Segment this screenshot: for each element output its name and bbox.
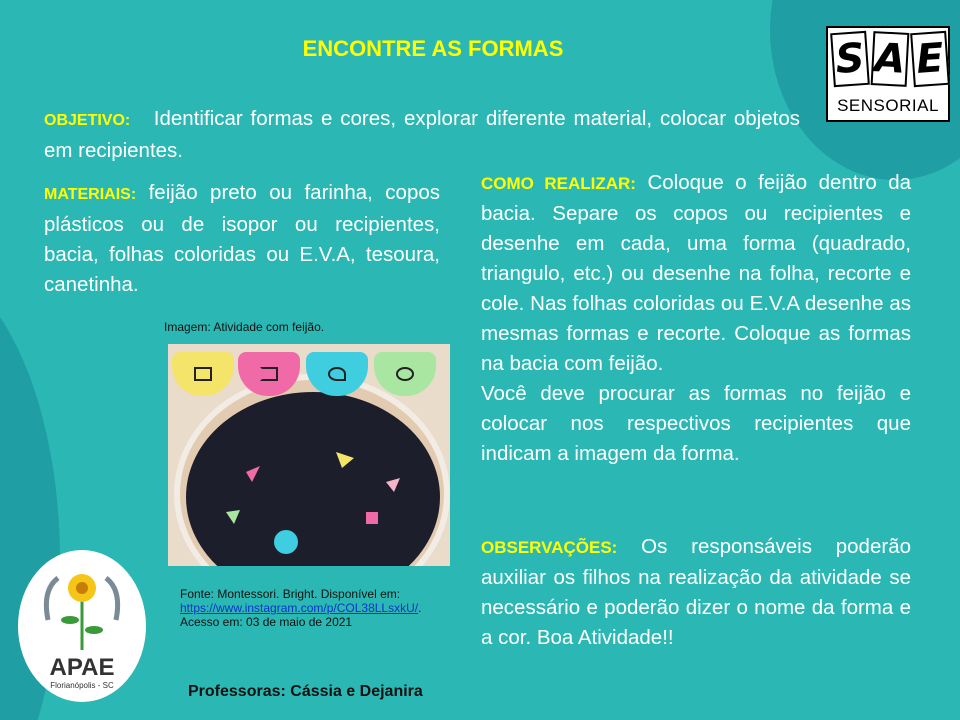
image-caption: Imagem: Atividade com feijão. bbox=[164, 320, 325, 334]
heart-shape bbox=[328, 367, 346, 381]
foam-shapes-graphic bbox=[186, 392, 440, 566]
pink-triangle-shape bbox=[246, 466, 260, 482]
sae-letter: S bbox=[830, 31, 870, 87]
page-title: ENCONTRE AS FORMAS bbox=[302, 36, 564, 61]
left-hand-shape bbox=[46, 578, 58, 620]
como-realizar-text: Coloque o feijão dentro da bacia. Separe os copos ou recipientes e desenhe em cada, uma forma (quadrado, triangulo, etc.) ou desenhe na folha, recorte e cole. Nas folhas coloridas ou E.V.A desenhe as mesmas formas e recorte. Coloque as formas na bacia com feijão. bbox=[481, 171, 911, 375]
black-beans-shape bbox=[186, 392, 440, 566]
materiais-paragraph bbox=[44, 178, 440, 300]
observacoes-paragraph bbox=[481, 532, 911, 653]
circle-shape bbox=[396, 367, 414, 381]
sae-letters bbox=[832, 32, 948, 86]
sae-letter: A bbox=[871, 31, 910, 87]
sae-letter: E bbox=[910, 31, 950, 87]
como-realizar-paragraph bbox=[481, 168, 911, 379]
activity-photo bbox=[168, 344, 450, 566]
yellow-triangle-shape bbox=[336, 452, 354, 468]
leaf-shape-2 bbox=[85, 626, 103, 634]
como-realizar-label: COMO REALIZAR: bbox=[481, 174, 636, 193]
right-hand-shape bbox=[106, 578, 118, 620]
sae-subtitle: SENSORIAL bbox=[837, 96, 939, 115]
objetivo-label: OBJETIVO: bbox=[44, 112, 131, 129]
apae-name: APAE bbox=[49, 654, 115, 681]
source-link[interactable]: https://www.instagram.com/p/COL38LLsxkU/ bbox=[180, 601, 419, 615]
pink-triangle-shape-2 bbox=[386, 478, 400, 492]
como-realizar-text-2: Você deve procurar as formas no feijão e colocar nos respectivos recipientes que indicam a imagem da forma. bbox=[481, 382, 911, 465]
source-citation bbox=[180, 587, 442, 629]
triangle-shape bbox=[260, 367, 278, 381]
objetivo-paragraph bbox=[44, 104, 800, 166]
observacoes-label: OBSERVAÇÕES: bbox=[481, 538, 618, 557]
materiais-text: feijão preto ou farinha, copos plásticos ou de isopor ou recipientes, bacia, folhas coloridas ou E.V.A, tesoura, canetinha. bbox=[44, 181, 440, 296]
blue-heart-shape bbox=[274, 530, 298, 554]
sae-sensorial-logo bbox=[826, 26, 950, 122]
flower-center-shape bbox=[76, 582, 88, 594]
pink-square-shape bbox=[366, 512, 378, 524]
teachers-credit: Professoras: Cássia e Dejanira bbox=[188, 683, 423, 700]
apae-city: Florianópolis - SC bbox=[50, 681, 114, 690]
yellow-bowl bbox=[172, 352, 234, 396]
green-triangle-shape bbox=[226, 510, 240, 524]
objetivo-text: Identificar formas e cores, explorar diferente material, colocar objetos em recipientes. bbox=[44, 107, 800, 162]
como-realizar-section bbox=[481, 168, 911, 469]
square-shape bbox=[194, 367, 212, 381]
observacoes-text: Os responsáveis poderão auxiliar os filhos na realização da atividade se necessário e poderão dizer o nome da forma e a cor. Boa Atividade!! bbox=[481, 535, 911, 649]
source-suffix: . Acesso em: 03 de maio de 2021 bbox=[180, 601, 422, 629]
source-prefix: Fonte: Montessori. Bright. Disponível em: bbox=[180, 587, 401, 601]
apae-logo bbox=[18, 550, 146, 702]
green-bowl bbox=[374, 352, 436, 396]
flower-hands-icon bbox=[18, 550, 146, 654]
materiais-label: MATERIAIS: bbox=[44, 186, 137, 203]
leaf-shape bbox=[61, 616, 79, 624]
